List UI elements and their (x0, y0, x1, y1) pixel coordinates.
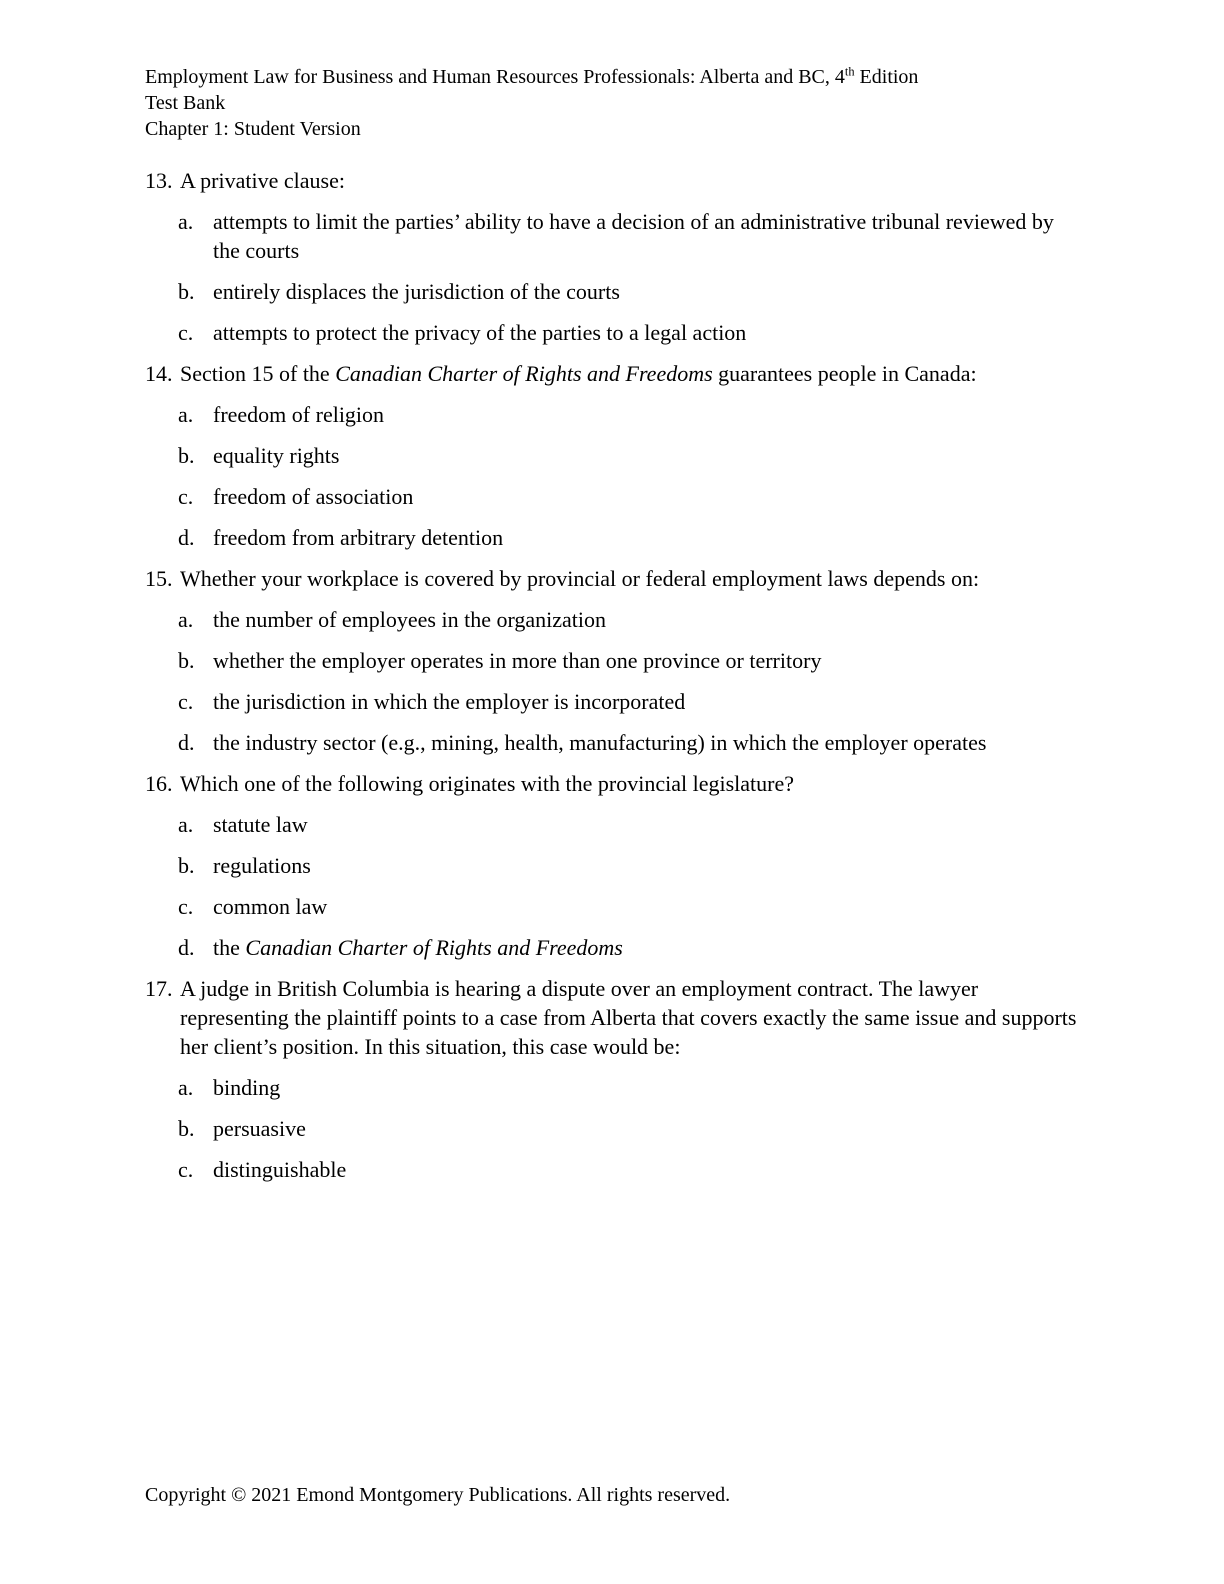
option-letter: a. (178, 607, 194, 632)
option-text: freedom from arbitrary detention (213, 525, 504, 550)
option-letter: b. (178, 279, 195, 304)
question-item (145, 974, 1079, 1061)
option-text: freedom of religion (213, 402, 385, 427)
question-number: 13. (145, 168, 173, 193)
answer-option (178, 933, 1079, 962)
option-letter: b. (178, 1116, 195, 1141)
option-text: common law (213, 894, 328, 919)
answer-option (178, 1073, 1079, 1102)
question-number: 17. (145, 976, 173, 1001)
option-text: the jurisdiction in which the employer is incorporated (213, 689, 686, 714)
question-item (145, 564, 1079, 593)
answer-option (178, 810, 1079, 839)
copyright-text: Copyright © 2021 Emond Montgomery Publications. All rights reserved. (145, 1484, 731, 1506)
answer-option (178, 400, 1079, 429)
option-letter: a. (178, 209, 194, 234)
question-item (145, 359, 1079, 388)
header-chapter: Chapter 1: Student Version (145, 118, 361, 140)
question-list (145, 166, 1079, 1184)
option-letter: d. (178, 935, 195, 960)
option-text: attempts to limit the parties’ ability to have a decision of an administrative tribunal reviewed by the courts (213, 209, 1054, 263)
option-text: persuasive (213, 1116, 306, 1141)
option-text: regulations (213, 853, 311, 878)
option-letter: c. (178, 484, 194, 509)
question-prompt: Which one of the following originates with the provincial legislature? (180, 771, 794, 796)
document-header (145, 64, 1079, 142)
answer-option (178, 441, 1079, 470)
option-letter: a. (178, 812, 194, 837)
option-text: freedom of association (213, 484, 414, 509)
answer-option (178, 687, 1079, 716)
question-number: 15. (145, 566, 173, 591)
option-text: the Canadian Charter of Rights and Freedoms (213, 935, 623, 960)
option-text: statute law (213, 812, 308, 837)
answer-option (178, 277, 1079, 306)
option-letter: a. (178, 402, 194, 427)
answer-option (178, 605, 1079, 634)
answer-option (178, 318, 1079, 347)
answer-option (178, 523, 1079, 552)
option-text: the number of employees in the organization (213, 607, 607, 632)
option-text: equality rights (213, 443, 340, 468)
question-number: 16. (145, 771, 173, 796)
option-letter: c. (178, 689, 194, 714)
question-prompt: Whether your workplace is covered by provincial or federal employment laws depends on: (180, 566, 980, 591)
answer-option (178, 482, 1079, 511)
question-item (145, 166, 1079, 195)
option-letter: c. (178, 894, 194, 919)
option-letter: d. (178, 730, 195, 755)
option-text: whether the employer operates in more than one province or territory (213, 648, 822, 673)
header-subtitle: Test Bank (145, 92, 226, 114)
answer-option (178, 646, 1079, 675)
question-prompt: A privative clause: (180, 168, 345, 193)
option-letter: a. (178, 1075, 194, 1100)
answer-option (178, 728, 1079, 757)
option-text: entirely displaces the jurisdiction of the courts (213, 279, 620, 304)
question-prompt: A judge in British Columbia is hearing a dispute over an employment contract. The lawyer representing the plaintiff points to a case from Alberta that covers exactly the same issue and supports her client’s position. In this situation, this case would be: (180, 976, 1077, 1059)
question-item (145, 769, 1079, 798)
question-number: 14. (145, 361, 173, 386)
option-letter: c. (178, 1157, 194, 1182)
option-text: binding (213, 1075, 281, 1100)
question-prompt: Section 15 of the Canadian Charter of Rights and Freedoms guarantees people in Canada: (180, 361, 977, 386)
option-text: attempts to protect the privacy of the parties to a legal action (213, 320, 747, 345)
option-letter: b. (178, 648, 195, 673)
answer-option (178, 207, 1079, 265)
option-letter: c. (178, 320, 194, 345)
header-title: Employment Law for Business and Human Resources Professionals: Alberta and BC, 4th Edition (145, 64, 919, 88)
document-footer (145, 1482, 730, 1508)
answer-option (178, 851, 1079, 880)
answer-option (178, 1114, 1079, 1143)
option-letter: d. (178, 525, 195, 550)
option-text: the industry sector (e.g., mining, health, manufacturing) in which the employer operates (213, 730, 987, 755)
option-text: distinguishable (213, 1157, 347, 1182)
answer-option (178, 1155, 1079, 1184)
answer-option (178, 892, 1079, 921)
option-letter: b. (178, 853, 195, 878)
option-letter: b. (178, 443, 195, 468)
